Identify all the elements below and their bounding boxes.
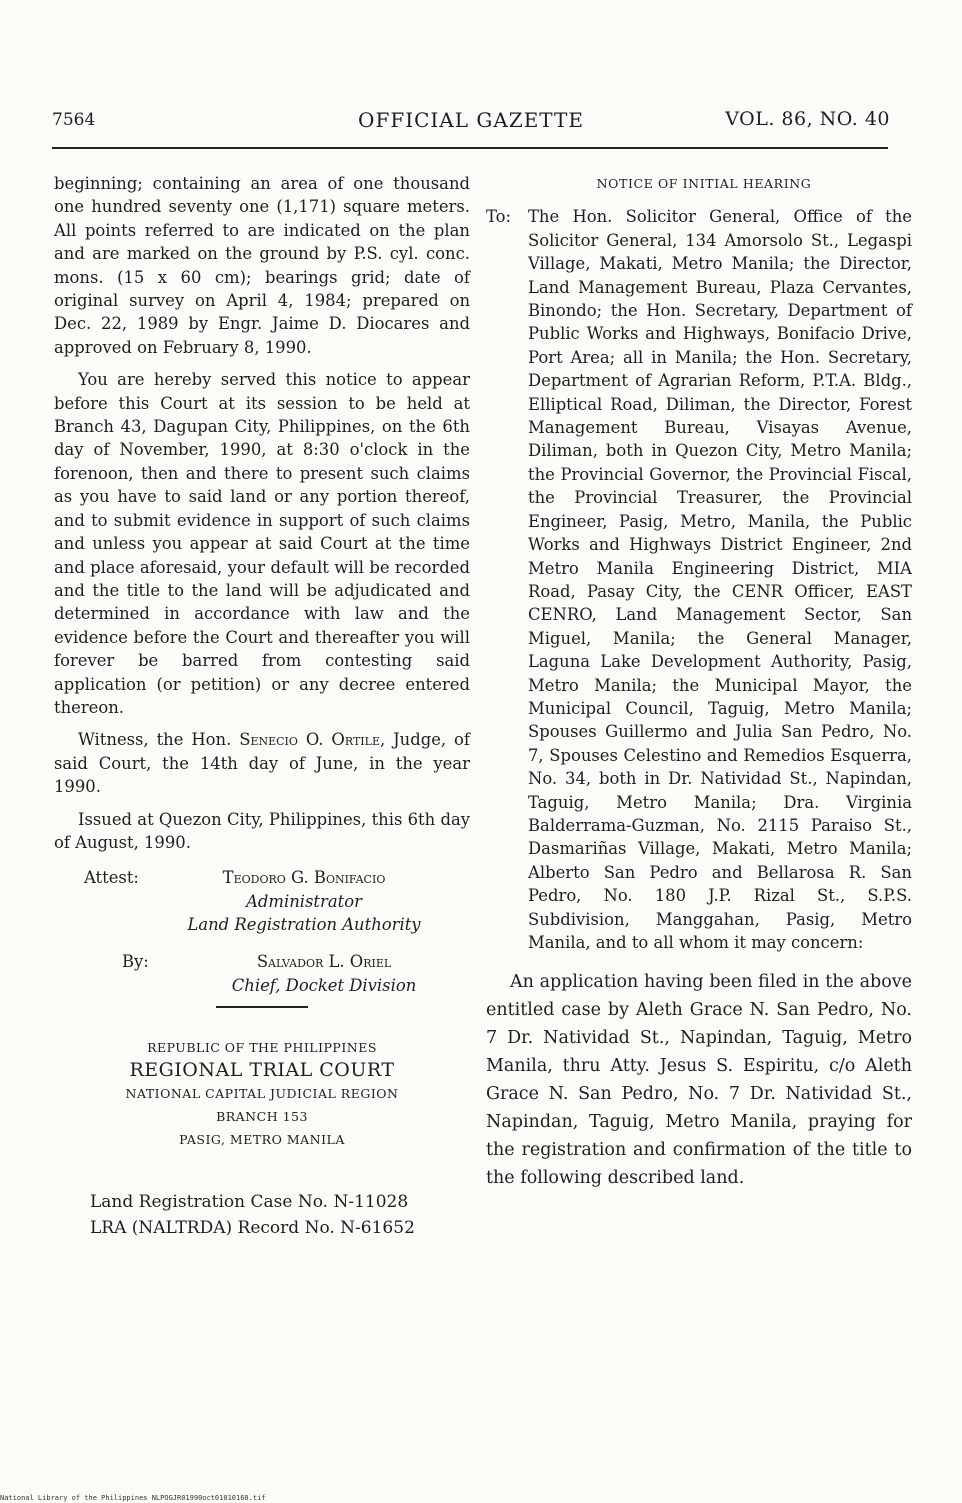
witness-pre: Witness, the Hon. bbox=[78, 730, 232, 750]
addressees bbox=[486, 205, 912, 954]
attest-label: Attest: bbox=[84, 868, 139, 888]
section-separator bbox=[216, 1006, 308, 1008]
attest-title: Administrator bbox=[246, 891, 362, 911]
application-paragraph: An application having been filed in the above entitled case by Aleth Grace N. San Pedro, No. 7 Dr. Natividad St., Napindan, Taguig, Metro Manila, thru Atty. Jesus S. Espiritu, c/o Aleth Grace N. San Pedro, No. 7 Dr. Natividad St., Napindan, Taguig, Metro Manila, praying for the registration and confirmation of the title to the following described land. bbox=[486, 972, 912, 1189]
court-name: REGIONAL TRIAL COURT bbox=[129, 1059, 395, 1082]
page-header bbox=[52, 108, 890, 140]
issued-paragraph: Issued at Quezon City, Philippines, this 6th day of August, 1990. bbox=[54, 809, 470, 852]
notice-paragraph: You are hereby served this notice to appear before this Court at its session to be held at Branch 43, Dagupan City, Philippines, on the 6th day of November, 1990, at 8:30 o'clock in the forenoon, then and there to present such claims as you have to said land or any portion thereof, and to submit evidence in support of such claims and unless you appear at said Court at the time and place aforesaid, your default will be recorded and the title to the land will be adjudicated and determined in accordance with law and the evidence before the Court and thereafter you will forever be barred from contesting said application (or petition) or any decree entered thereon. bbox=[54, 370, 470, 717]
attest-block bbox=[54, 866, 470, 1006]
page-number: 7564 bbox=[52, 110, 96, 130]
notice-title: NOTICE OF INITIAL HEARING bbox=[596, 176, 812, 191]
land-description-paragraph: beginning; containing an area of one thousand one hundred seventy one (1,171) square meters. All points referred to are indicated on the plan and are marked on the ground by P.S. cyl. conc. mons. (15 x 60 cm); bearings grid; date of original survey on April 4, 1984; prepared on Dec. 22, 1989 by Engr. Jaime D. Diocares and approved on February 8, 1990. bbox=[54, 174, 470, 357]
court-branch: BRANCH 153 bbox=[216, 1109, 308, 1125]
by-label: By: bbox=[122, 952, 149, 972]
case-reference bbox=[90, 1189, 470, 1241]
scan-footer: National Library of the Philippines NLPOGJR01990oct01010168.tif bbox=[0, 1494, 266, 1502]
by-title: Chief, Docket Division bbox=[231, 975, 417, 995]
publication-title: OFFICIAL GAZETTE bbox=[358, 108, 584, 132]
left-column bbox=[54, 172, 470, 1241]
to-label: To: bbox=[486, 207, 512, 227]
court-region: NATIONAL CAPITAL JUDICIAL REGION bbox=[125, 1086, 399, 1102]
court-heading bbox=[54, 1036, 470, 1151]
judge-name: Senecio O. Ortile, bbox=[239, 730, 386, 750]
by-signatory bbox=[194, 950, 454, 997]
witness-paragraph bbox=[54, 728, 470, 798]
attest-agency: Land Registration Authority bbox=[187, 915, 421, 935]
addressee-list: The Hon. Solicitor General, Office of the Solicitor General, 134 Amorsolo St., Legaspi Village, Makati, Metro Manila; the Director, Land Management Bureau, Plaza Cervantes, Binondo; the Hon. Secretary, Department of Public Works and Highways, Bonifacio Drive, Port Area; all in Manila; the Hon. Secretary, Department of Agrarian Reform, P.T.A. Bldg., Elliptical Road, Diliman, the Director, Forest Management Bureau, Visayas Avenue, Diliman, both in Quezon City, Metro Manila; the Provincial Governor, the Provincial Fiscal, the Provincial Treasurer, the Provincial Engineer, Pasig, Metro, Manila, the Public Works and Highways District Engineer, 2nd Metro Manila Engineering District, MIA Road, Pasay City, the CENR Officer, EAST CENRO, Land Management Sector, San Miguel, Manila; the General Manager, Laguna Lake Development Authority, Pasig, Metro Manila; the Municipal Mayor, the Municipal Council, Taguig, Metro Manila; Spouses Guillermo and Julia San Pedro, No. 7, Spouses Celestino and Remedios Esquerra, No. 34, both in Dr. Natividad St., Napindan, Taguig, Metro Manila; Dra. Virginia Balderrama-Guzman, No. 2115 Paraiso St., Dasmariñas Village, Makati, Metro Manila; Alberto San Pedro and Bellarosa R. San Pedro, No. 180 J.P. Rizal St., S.P.S. Subdivision, Manggahan, Pasig, Metro Manila, and to all whom it may concern: bbox=[528, 207, 912, 952]
court-republic: REPUBLIC OF THE PHILIPPINES bbox=[147, 1040, 377, 1056]
case-number: Land Registration Case No. N-11028 bbox=[90, 1192, 409, 1213]
witness-post: Judge, of said Court, the 14th day of June, in the year 1990. bbox=[54, 730, 470, 797]
record-number: LRA (NALTRDA) Record No. N-61652 bbox=[90, 1218, 415, 1239]
attest-signatory bbox=[154, 866, 454, 936]
court-location: PASIG, METRO MANILA bbox=[179, 1132, 345, 1148]
right-column bbox=[486, 172, 912, 1201]
header-rule bbox=[52, 147, 888, 149]
attest-name: Teodoro G. Bonifacio bbox=[222, 868, 386, 888]
by-name: Salvador L. Oriel bbox=[256, 952, 392, 972]
volume-number: VOL. 86, NO. 40 bbox=[725, 108, 890, 130]
